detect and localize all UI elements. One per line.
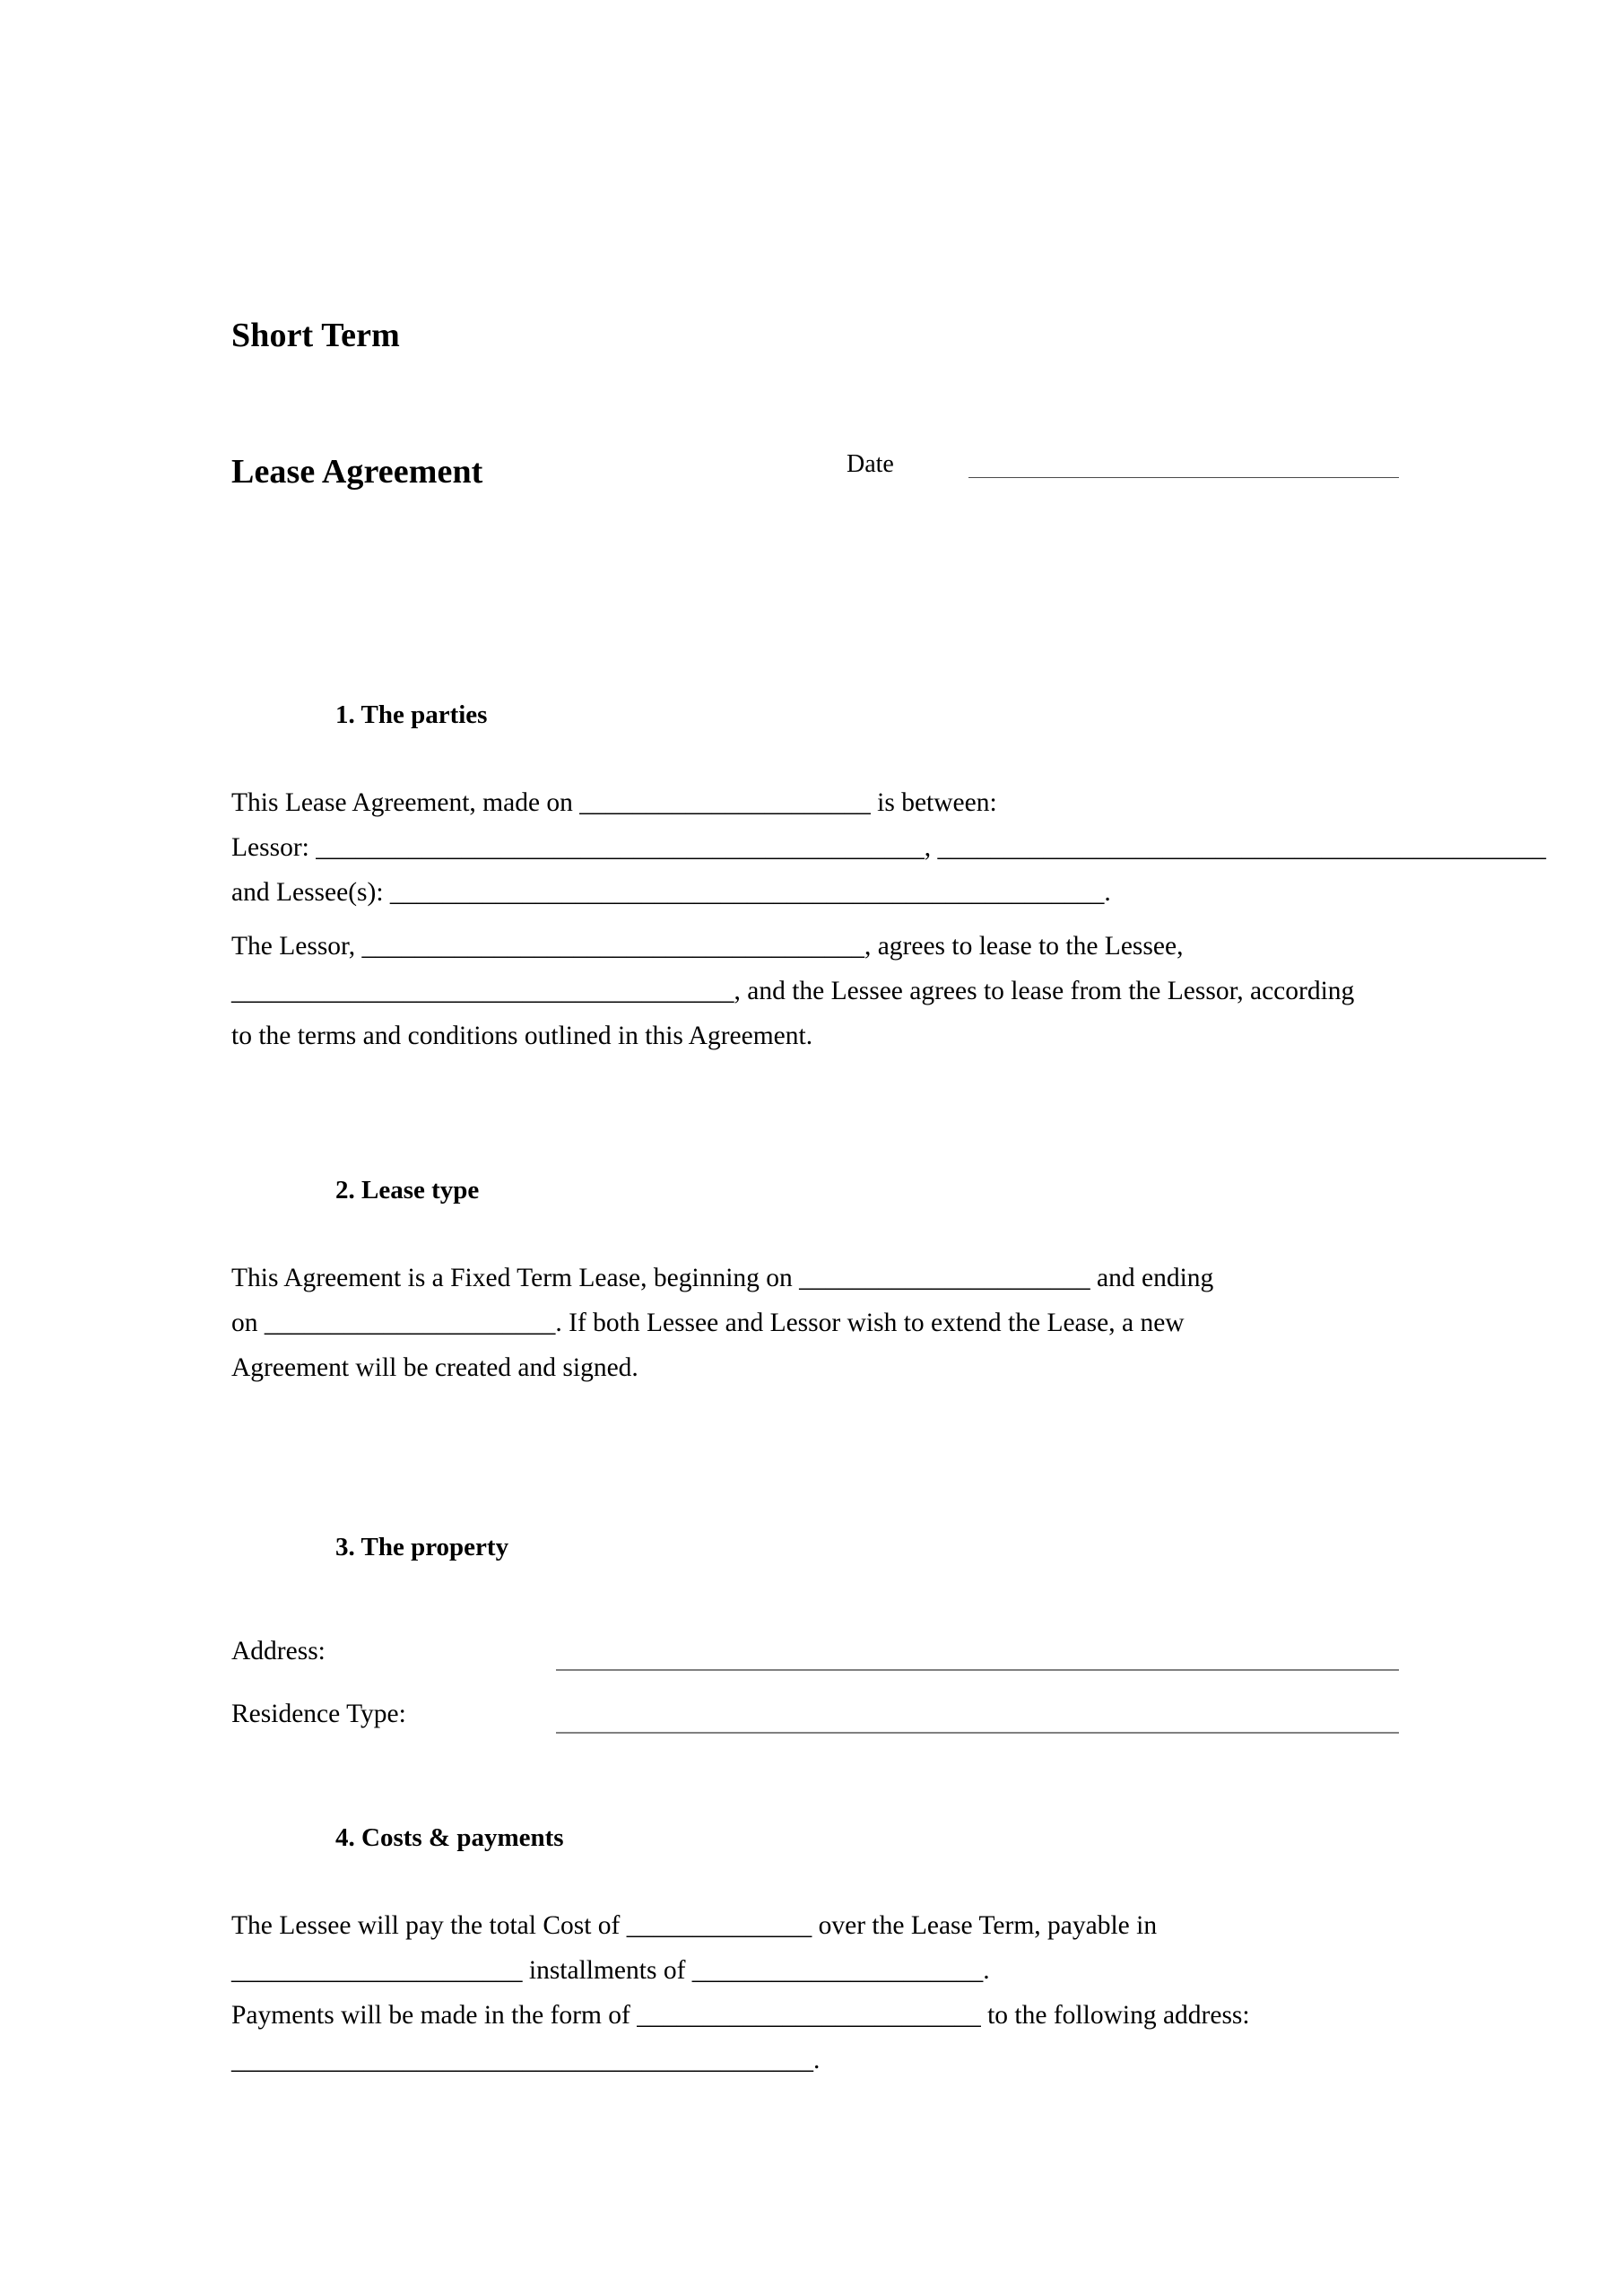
paragraph-line: Payments will be made in the form of __________________________ to the following address: — [231, 2000, 1250, 2030]
date-row — [231, 447, 1399, 483]
date-input-rule[interactable] — [968, 477, 1399, 478]
page-title-line-1: Short Term — [231, 317, 400, 355]
paragraph-line: The Lessee will pay the total Cost of ______________ over the Lease Term, payable in — [231, 1910, 1158, 1940]
field-row-residence-type — [231, 1692, 1399, 1752]
spacer — [231, 1206, 1399, 1256]
page-title — [231, 222, 482, 585]
paragraph-line: to the terms and conditions outlined in this Agreement. — [231, 1021, 813, 1050]
spacer — [231, 1854, 1399, 1903]
paragraph-line: The Lessor, ______________________________________, agrees to lease to the Lessee, — [231, 931, 1184, 961]
paragraph — [231, 1903, 1399, 2083]
field-row-address — [231, 1630, 1399, 1689]
paragraph-line: This Lease Agreement, made on ______________________ is between: — [231, 787, 997, 817]
paragraph-line: on ______________________. If both Lessee and Lessor wish to extend the Lease, a new — [231, 1308, 1185, 1337]
spacer — [231, 1563, 1399, 1630]
address-label: Address: — [231, 1636, 326, 1665]
page-title-line-2: Lease Agreement — [231, 452, 483, 491]
section-the-parties — [231, 700, 1546, 1058]
paragraph-line: and Lessee(s): ______________________________________________________. — [231, 877, 1111, 907]
spacer — [231, 915, 1399, 924]
paragraph — [231, 780, 1546, 915]
paragraph-line: Lessor: ______________________________________________, ______________________________________________ — [231, 832, 1546, 862]
residence-type-input-rule[interactable] — [556, 1732, 1399, 1734]
paragraph-line: This Agreement is a Fixed Term Lease, beginning on ______________________ and ending — [231, 1263, 1214, 1292]
section-costs-and-payments — [231, 1822, 1399, 2083]
paragraph — [231, 1256, 1399, 1390]
section-heading-3: 3. The property — [335, 1533, 509, 1561]
paragraph-line: ______________________ installments of ______________________. — [231, 1955, 990, 1985]
paragraph-line: Agreement will be created and signed. — [231, 1352, 638, 1382]
spacer — [231, 731, 1399, 780]
paragraph-line: ______________________________________, and the Lessee agrees to lease from the Lessor, according — [231, 976, 1355, 1005]
section-heading-1: 1. The parties — [335, 700, 488, 729]
section-the-property — [231, 1532, 1399, 1752]
residence-type-label: Residence Type: — [231, 1699, 406, 1728]
section-heading-2: 2. Lease type — [335, 1176, 480, 1205]
paragraph-line: ____________________________________________. — [231, 2045, 821, 2074]
paragraph — [231, 924, 1399, 1058]
date-label: Date — [847, 450, 894, 478]
section-lease-type — [231, 1175, 1399, 1390]
address-input-rule[interactable] — [556, 1669, 1399, 1671]
section-heading-4: 4. Costs & payments — [335, 1823, 564, 1852]
